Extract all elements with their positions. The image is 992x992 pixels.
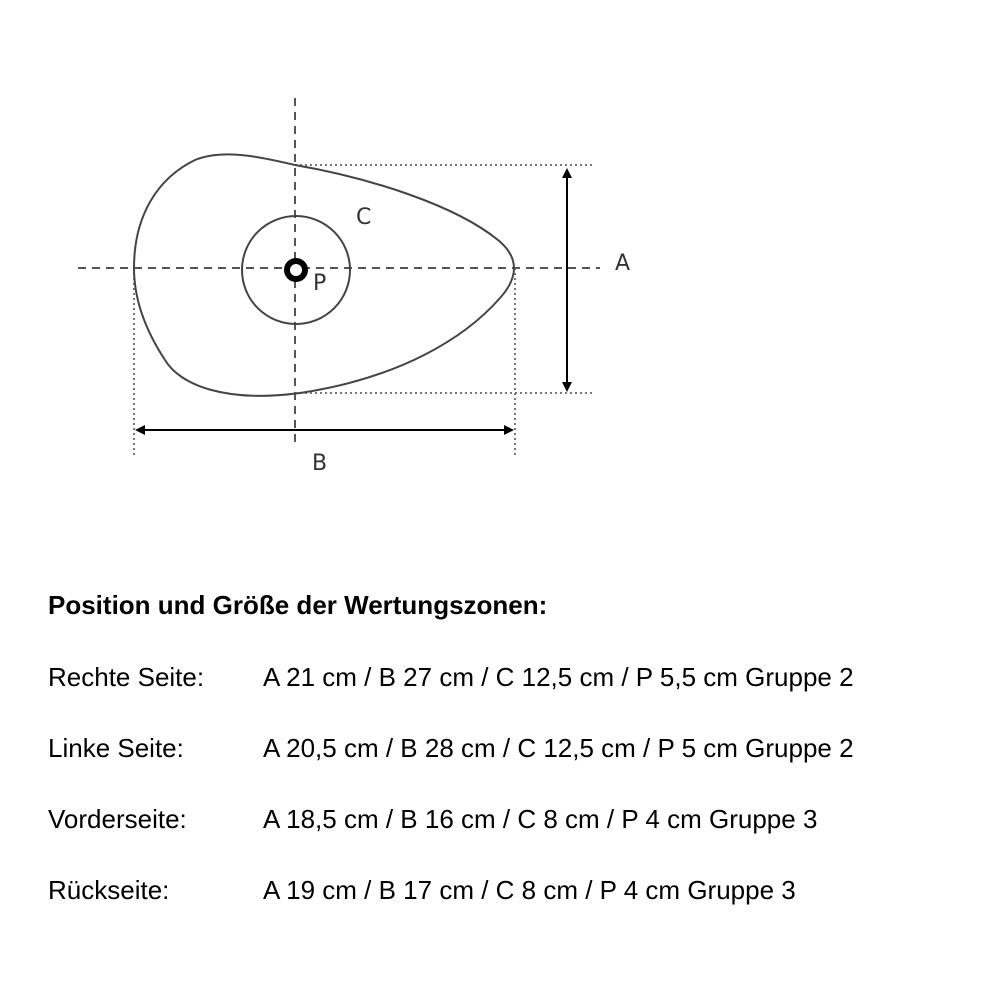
- label-a: A: [615, 251, 631, 276]
- zone-dimensions: A 18,5 cm / B 16 cm / C 8 cm / P 4 cm Gruppe 3: [263, 804, 818, 834]
- zone-dimensions: A 19 cm / B 17 cm / C 8 cm / P 4 cm Gruppe 3: [263, 875, 796, 905]
- label-c: C: [356, 205, 372, 230]
- zone-side-label: Linke Seite:: [48, 733, 184, 763]
- zone-side-label: Vorderseite:: [48, 804, 187, 834]
- zone-row-front: [48, 804, 817, 835]
- label-p: P: [313, 271, 327, 296]
- zones-title: Position und Größe der Wertungszonen:: [48, 590, 548, 620]
- point-p-marker: [287, 261, 305, 279]
- zone-row-back: [48, 875, 796, 906]
- zone-side-label: Rückseite:: [48, 875, 170, 905]
- zone-side-label: Rechte Seite:: [48, 662, 205, 692]
- label-b: B: [312, 451, 328, 476]
- zone-dimensions: A 20,5 cm / B 28 cm / C 12,5 cm / P 5 cm Gruppe 2: [263, 733, 854, 763]
- zone-dimensions: A 21 cm / B 27 cm / C 12,5 cm / P 5,5 cm Gruppe 2: [263, 662, 854, 692]
- zone-row-right: [48, 662, 854, 693]
- zone-row-left: [48, 733, 854, 764]
